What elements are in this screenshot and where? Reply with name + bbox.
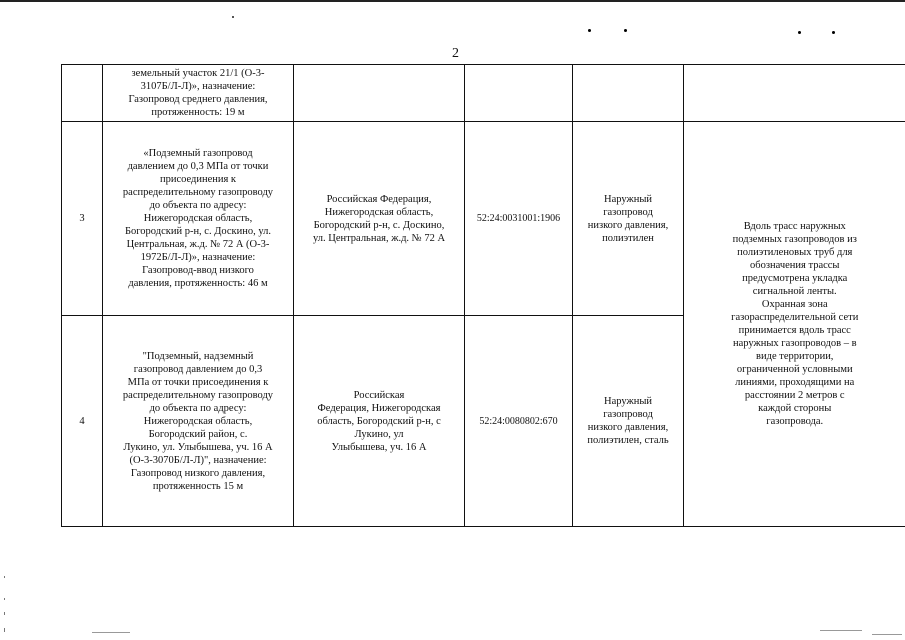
pipeline-type-cell: Наружный газопровод низкого давления, полиэтилен [573,122,684,316]
object-name-cell: земельный участок 21/1 (О-3- 3107Б/Л-Л)», назначение: Газопровод среднего давления, протяженность: 19 м [103,65,294,122]
table-row [62,122,905,316]
scan-artifact [4,612,5,615]
object-name-cell: "Подземный, надземный газопровод давлением до 0,3 МПа от точки присоединения к распределительному газопроводу до объекта по адресу: Нижегородская область, Богородский район, с. Лукино, ул. Улыбышева, уч. 16 А (О-3-3070Б/Л-Л)", назначение: Газопровод низкого давления, протяженность 15 м [103,316,294,527]
pipeline-type-cell [573,65,684,122]
protection-zone-cell: Вдоль трасс наружных подземных газопроводов из полиэтиленовых труб для обозначения трассы предусмотрена укладка сигнальной ленты. Охранная зона газораспределительной сети принимается вдоль трасс наружных газопроводов – в виде территории, ограниченной условными линиями, проходящими на расстоянии 2 метров с каждой стороны газопровода. [684,122,905,527]
scan-speck [798,31,801,34]
scan-artifact [92,632,130,633]
row-number-cell [62,65,103,122]
top-border-line [0,0,905,2]
scan-speck [624,29,627,32]
row-number-cell: 4 [62,316,103,527]
scan-artifact [4,628,5,632]
pipeline-type-cell: Наружный газопровод низкого давления, полиэтилен, сталь [573,316,684,527]
scan-artifact [4,576,5,578]
gas-pipeline-table [61,64,905,527]
scan-speck [832,31,835,34]
cadastral-number-cell: 52:24:0031001:1906 [465,122,573,316]
cadastral-number-cell: 52:24:0080802:670 [465,316,573,527]
page-number: 2 [452,46,459,61]
row-number-cell: 3 [62,122,103,316]
protection-zone-cell [684,65,905,122]
scan-artifact [872,634,902,635]
table-row [62,65,905,122]
object-name-cell: «Подземный газопровод давлением до 0,3 МПа от точки присоединения к распределительному газопроводу до объекта по адресу: Нижегородская область, Богородский р-н, с. Доскино, ул. Центральная, ж.д. № 72 А (О-3- 1972Б/Л-Л)», назначение: Газопровод-ввод низкого давления, протяженность: 46 м [103,122,294,316]
cadastral-number-cell [465,65,573,122]
scan-artifact [4,598,5,600]
scan-mark [232,16,234,18]
location-cell: Российская Федерация, Нижегородская область, Богородский р-н, с. Доскино, ул. Центральная, ж.д. № 72 А [294,122,465,316]
scan-speck [588,29,591,32]
location-cell [294,65,465,122]
location-cell: Российская Федерация, Нижегородская область, Богородский р-н, с Лукино, ул Улыбышева, уч. 16 А [294,316,465,527]
scan-artifact [820,630,862,631]
